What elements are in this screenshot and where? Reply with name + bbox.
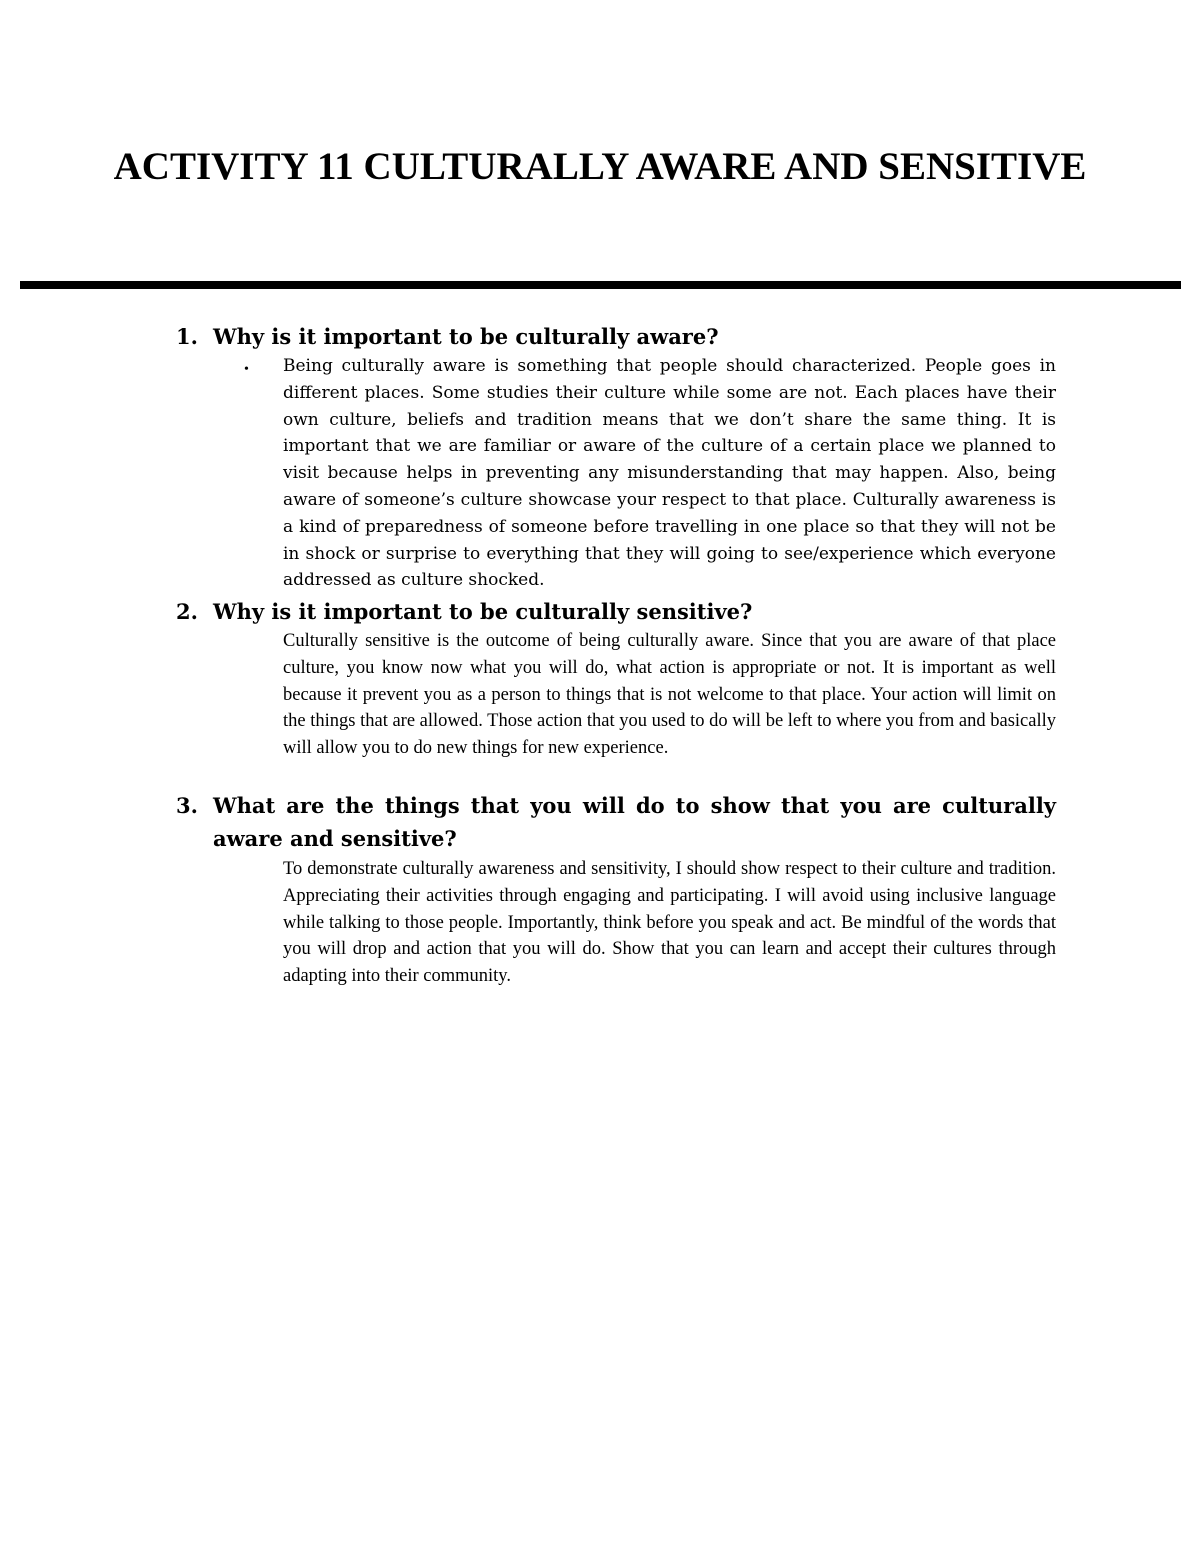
document-title: ACTIVITY 11 CULTURALLY AWARE AND SENSITIVE (113, 145, 1087, 188)
question-2 (176, 595, 1056, 628)
question-number: 3. (176, 793, 198, 818)
question-number: 1. (176, 324, 198, 349)
question-number: 2. (176, 599, 198, 624)
answer-2: Culturally sensitive is the outcome of being culturally aware. Since that you are aware of that place culture, you know now what you will do, what action is appropriate or not. It is important as well because it prevent you as a person to things that is not welcome to that place. Your action will limit on the things that are allowed. Those action that you used to do will be left to where you from and basically will allow you to do new things for new experience. (283, 631, 1056, 759)
bullet-icon: • (244, 362, 249, 377)
question-text: Why is it important to be culturally aware? (213, 324, 719, 349)
answer-1: Being culturally aware is something that people should characterized. People goes in different places. Some studies their culture while some are not. Each places have their own culture, beliefs and tradition means that we don’t share the same thing. It is important that we are familiar or aware of the culture of a certain place we planned to visit because helps in preventing any misunderstanding that may happen. Also, being aware of someone’s culture showcase your respect to that place. Culturally awareness is a kind of preparedness of someone before travelling in one place so that they will not be in shock or surprise to everything that they will going to see/experience which everyone addressed as culture shocked. (283, 356, 1056, 591)
question-3 (176, 789, 1056, 855)
question-1 (176, 320, 1056, 353)
question-text: Why is it important to be culturally sensitive? (213, 599, 753, 624)
question-text: What are the things that you will do to show that you are culturally aware and sensitive? (213, 793, 1056, 851)
answer-3: To demonstrate culturally awareness and sensitivity, I should show respect to their culture and tradition. Appreciating their activities through engaging and participating. I will avoid using inclusive language while talking to those people. Importantly, think before you speak and act. Be mindful of the words that you will drop and action that you will do. Show that you can learn and accept their cultures through adapting into their community. (283, 859, 1056, 987)
title-divider (20, 281, 1181, 289)
